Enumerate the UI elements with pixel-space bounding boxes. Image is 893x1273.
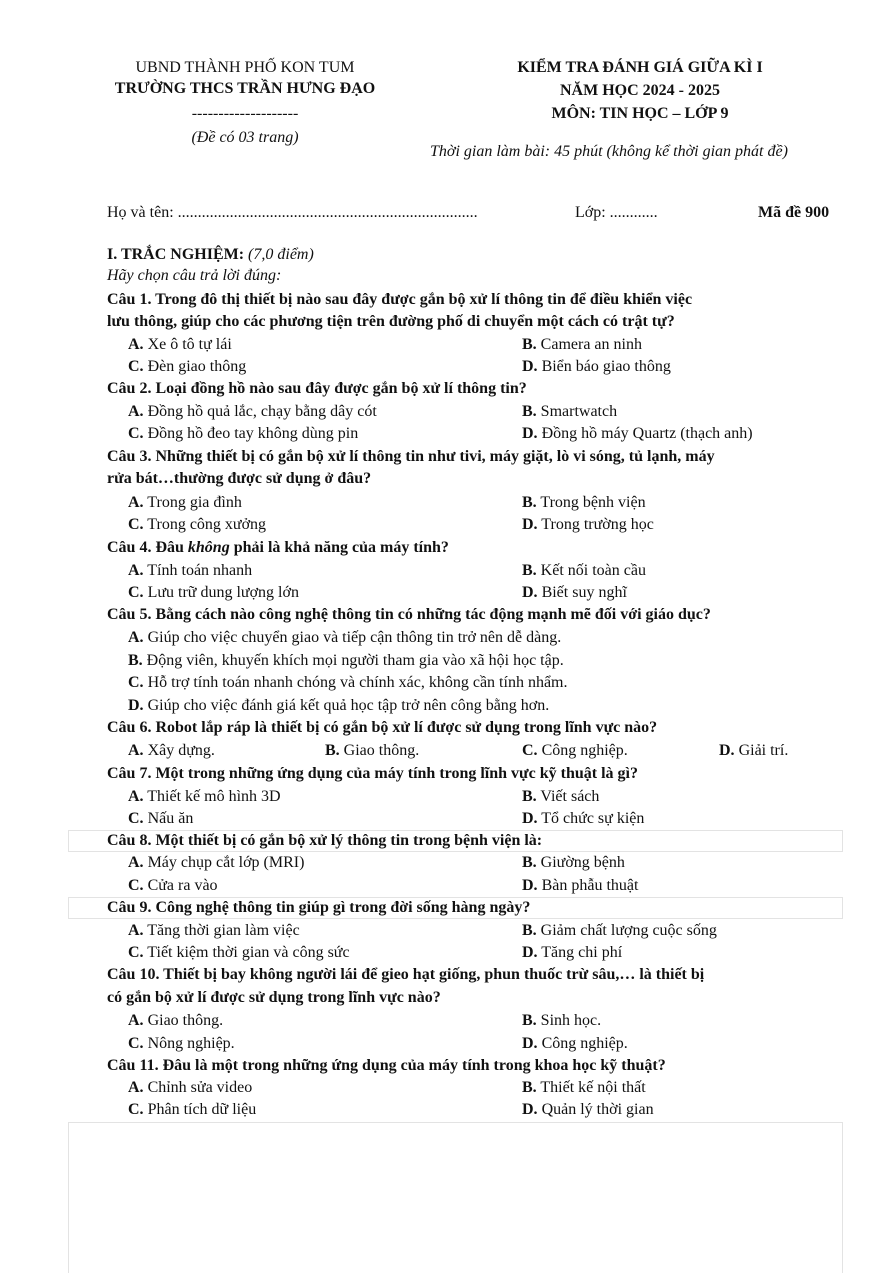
option-letter: D. <box>522 944 538 961</box>
option-text: Xây dựng. <box>147 742 215 759</box>
q9-option-c[interactable] <box>128 942 350 964</box>
q11-option-a[interactable] <box>128 1077 252 1099</box>
option-letter: D. <box>719 742 735 759</box>
q1-option-b[interactable] <box>522 334 642 356</box>
option-letter: B. <box>325 742 340 759</box>
question-4-line-1 <box>107 537 449 559</box>
option-letter: A. <box>128 788 144 805</box>
option-text: Giảm chất lượng cuộc sống <box>540 922 717 939</box>
question-7-line-1: Câu 7. Một trong những ứng dụng của máy tính trong lĩnh vực kỹ thuật là gì? <box>107 765 638 782</box>
option-text: Đèn giao thông <box>147 358 247 375</box>
option-text: Giao thông. <box>147 1012 224 1029</box>
option-letter: C. <box>128 1101 144 1118</box>
q11-option-c[interactable] <box>128 1099 256 1121</box>
exam-title: KIỂM TRA ĐÁNH GIÁ GIỮA KÌ I <box>517 59 763 76</box>
option-letter: D. <box>522 1035 538 1052</box>
question-4-emphasis: không <box>187 539 230 556</box>
page-count-note: (Đề có 03 trang) <box>191 129 299 146</box>
option-letter: B. <box>522 403 537 420</box>
option-letter: C. <box>128 944 144 961</box>
option-letter: A. <box>128 403 144 420</box>
q10-option-d[interactable] <box>522 1033 628 1055</box>
option-text: Smartwatch <box>540 403 618 420</box>
q7-option-c[interactable] <box>128 808 193 830</box>
q5-option-b[interactable] <box>128 650 564 672</box>
option-letter: B. <box>522 562 537 579</box>
q5-option-c[interactable] <box>128 672 567 694</box>
q9-option-d[interactable] <box>522 942 622 964</box>
q11-option-d[interactable] <box>522 1099 654 1121</box>
option-text: Nông nghiệp. <box>147 1035 235 1052</box>
q10-option-c[interactable] <box>128 1033 235 1055</box>
blank-area-box <box>68 1122 843 1273</box>
option-letter: C. <box>128 810 144 827</box>
q8-option-a[interactable] <box>128 852 304 874</box>
option-letter: B. <box>522 1079 537 1096</box>
option-letter: A. <box>128 1012 144 1029</box>
header-divider: -------------------- <box>191 105 299 122</box>
option-text: Camera an ninh <box>540 336 642 353</box>
question-5-line-1: Câu 5. Bằng cách nào công nghệ thông tin có những tác động mạnh mẽ đối với giáo dục? <box>107 606 711 623</box>
q3-option-a[interactable] <box>128 492 242 514</box>
q2-option-b[interactable] <box>522 401 617 423</box>
subject-grade: MÔN: TIN HỌC – LỚP 9 <box>551 105 729 122</box>
option-letter: D. <box>522 358 538 375</box>
option-letter: C. <box>128 516 144 533</box>
option-text: Biển báo giao thông <box>541 358 671 375</box>
option-text: Thiết kế nội thất <box>540 1079 646 1096</box>
q8-option-c[interactable] <box>128 875 218 897</box>
option-letter: A. <box>128 494 144 511</box>
q1-option-c[interactable] <box>128 356 246 378</box>
option-letter: C. <box>128 877 144 894</box>
option-text: Tiết kiệm thời gian và công sức <box>147 944 350 961</box>
option-letter: D. <box>128 697 144 714</box>
option-letter: B. <box>522 922 537 939</box>
q6-option-d[interactable] <box>719 740 788 762</box>
exam-code: Mã đề 900 <box>758 204 830 221</box>
option-text: Phân tích dữ liệu <box>147 1101 257 1118</box>
option-text: Máy chụp cắt lớp (MRI) <box>147 854 305 871</box>
option-text: Tăng thời gian làm việc <box>147 922 300 939</box>
class-field[interactable]: Lớp: ............ <box>575 204 658 221</box>
option-letter: B. <box>128 652 143 669</box>
q5-option-a[interactable] <box>128 627 561 649</box>
option-letter: C. <box>128 1035 144 1052</box>
option-letter: A. <box>128 854 144 871</box>
section-title: I. TRẮC NGHIỆM: <box>107 246 245 263</box>
option-letter: D. <box>522 584 538 601</box>
option-letter: A. <box>128 629 144 646</box>
option-text: Xe ô tô tự lái <box>147 336 232 353</box>
option-text: Công nghiệp. <box>541 742 628 759</box>
question-4-post: phải là khả năng của máy tính? <box>229 539 449 556</box>
q9-option-a[interactable] <box>128 920 300 942</box>
question-6-line-1: Câu 6. Robot lắp ráp là thiết bị có gắn bộ xử lí được sử dụng trong lĩnh vực nào? <box>107 719 658 736</box>
option-letter: C. <box>522 742 538 759</box>
option-text: Động viên, khuyến khích mọi người tham gia vào xã hội học tập. <box>146 652 564 669</box>
q6-option-c[interactable] <box>522 740 628 762</box>
option-text: Giải trí. <box>738 742 789 759</box>
q10-option-b[interactable] <box>522 1010 601 1032</box>
option-text: Chỉnh sửa video <box>147 1079 253 1096</box>
section-heading <box>107 245 314 265</box>
option-text: Trong trường học <box>541 516 654 533</box>
question-3-line-2: rửa bát…thường được sử dụng ở đâu? <box>107 470 372 487</box>
option-text: Tính toán nhanh <box>147 562 253 579</box>
question-8-line-1: Câu 8. Một thiết bị có gắn bộ xử lý thông tin trong bệnh viện là: <box>107 832 543 849</box>
q6-option-a[interactable] <box>128 740 215 762</box>
option-letter: C. <box>128 674 144 691</box>
q4-option-c[interactable] <box>128 582 299 604</box>
q4-option-a[interactable] <box>128 560 252 582</box>
option-text: Giúp cho việc đánh giá kết quả học tập trở nên công bằng hơn. <box>147 697 550 714</box>
q10-option-a[interactable] <box>128 1010 223 1032</box>
q3-option-d[interactable] <box>522 514 654 536</box>
option-text: Giường bệnh <box>540 854 625 871</box>
option-text: Kết nối toàn cầu <box>540 562 646 579</box>
school-name: TRƯỜNG THCS TRẦN HƯNG ĐẠO <box>114 80 376 97</box>
option-text: Giao thông. <box>343 742 420 759</box>
option-text: Hỗ trợ tính toán nhanh chóng và chính xác, không cần tính nhẩm. <box>147 674 568 691</box>
question-4-pre: Câu 4. Đâu <box>107 539 188 556</box>
option-text: Trong công xưởng <box>147 516 267 533</box>
section-points: (7,0 điểm) <box>248 246 314 263</box>
q1-option-d[interactable] <box>522 356 671 378</box>
option-text: Tổ chức sự kiện <box>541 810 645 827</box>
question-2-line-1: Câu 2. Loại đồng hồ nào sau đây được gắn bộ xử lí thông tin? <box>107 380 527 397</box>
option-text: Nấu ăn <box>147 810 194 827</box>
q7-option-b[interactable] <box>522 786 599 808</box>
q1-option-a[interactable] <box>128 334 232 356</box>
option-letter: B. <box>522 494 537 511</box>
option-letter: A. <box>128 562 144 579</box>
option-letter: A. <box>128 742 144 759</box>
option-letter: D. <box>522 810 538 827</box>
option-letter: B. <box>522 788 537 805</box>
q7-option-a[interactable] <box>128 786 281 808</box>
q3-option-c[interactable] <box>128 514 266 536</box>
option-text: Quản lý thời gian <box>541 1101 654 1118</box>
q8-option-d[interactable] <box>522 875 638 897</box>
option-text: Công nghiệp. <box>541 1035 628 1052</box>
option-text: Giúp cho việc chuyển giao và tiếp cận thông tin trở nên dễ dàng. <box>147 629 562 646</box>
option-letter: A. <box>128 1079 144 1096</box>
question-10-line-2: có gắn bộ xử lí được sử dụng trong lĩnh vực nào? <box>107 989 441 1006</box>
option-text: Cửa ra vào <box>147 877 218 894</box>
question-9-line-1: Câu 9. Công nghệ thông tin giúp gì trong đời sống hàng ngày? <box>107 899 531 916</box>
q3-option-b[interactable] <box>522 492 646 514</box>
question-1-line-1: Câu 1. Trong đô thị thiết bị nào sau đây được gắn bộ xử lí thông tin để điều khiển việc <box>107 291 693 308</box>
question-11-line-1: Câu 11. Đâu là một trong những ứng dụng của máy tính trong khoa học kỹ thuật? <box>107 1057 666 1074</box>
option-letter: C. <box>128 358 144 375</box>
option-text: Biết suy nghĩ <box>541 584 627 601</box>
option-letter: D. <box>522 425 538 442</box>
option-text: Đồng hồ đeo tay không dùng pin <box>147 425 359 442</box>
question-3-line-1: Câu 3. Những thiết bị có gắn bộ xử lí thông tin như tivi, máy giặt, lò vi sóng, tủ lạnh, máy <box>107 448 715 465</box>
student-name-field[interactable]: Họ và tên: ........................................................................... <box>107 204 478 221</box>
q7-option-d[interactable] <box>522 808 644 830</box>
option-letter: B. <box>522 854 537 871</box>
option-letter: C. <box>128 584 144 601</box>
option-text: Viết sách <box>540 788 600 805</box>
option-text: Thiết kế mô hình 3D <box>147 788 281 805</box>
option-letter: D. <box>522 877 538 894</box>
q4-option-d[interactable] <box>522 582 627 604</box>
option-text: Bàn phẫu thuật <box>541 877 639 894</box>
q6-option-b[interactable] <box>325 740 419 762</box>
q4-option-b[interactable] <box>522 560 646 582</box>
q8-option-b[interactable] <box>522 852 625 874</box>
question-1-line-2: lưu thông, giúp cho các phương tiện trên đường phố di chuyển một cách có trật tự? <box>107 313 675 330</box>
q11-option-b[interactable] <box>522 1077 646 1099</box>
question-10-line-1: Câu 10. Thiết bị bay không người lái để gieo hạt giống, phun thuốc trừ sâu,… là thiết bị <box>107 966 705 983</box>
q2-option-d[interactable] <box>522 423 753 445</box>
department-name: UBND THÀNH PHỐ KON TUM <box>135 59 355 76</box>
school-year: NĂM HỌC 2024 - 2025 <box>560 82 720 99</box>
option-letter: B. <box>522 1012 537 1029</box>
option-text: Tăng chi phí <box>541 944 623 961</box>
q2-option-c[interactable] <box>128 423 358 445</box>
option-text: Lưu trữ dung lượng lớn <box>147 584 299 601</box>
option-letter: D. <box>522 516 538 533</box>
option-letter: B. <box>522 336 537 353</box>
option-letter: A. <box>128 922 144 939</box>
q2-option-a[interactable] <box>128 401 377 423</box>
q9-option-b[interactable] <box>522 920 717 942</box>
option-letter: A. <box>128 336 144 353</box>
option-text: Đồng hồ máy Quartz (thạch anh) <box>541 425 753 442</box>
option-text: Sinh học. <box>540 1012 602 1029</box>
option-letter: C. <box>128 425 144 442</box>
q5-option-d[interactable] <box>128 695 549 717</box>
option-text: Đồng hồ quả lắc, chạy bằng dây cót <box>147 403 377 420</box>
section-instruction: Hãy chọn câu trả lời đúng: <box>107 267 282 284</box>
option-text: Trong bệnh viện <box>540 494 646 511</box>
time-allowed: Thời gian làm bài: 45 phút (không kể thời gian phát đề) <box>430 143 788 160</box>
option-text: Trong gia đình <box>147 494 242 511</box>
option-letter: D. <box>522 1101 538 1118</box>
